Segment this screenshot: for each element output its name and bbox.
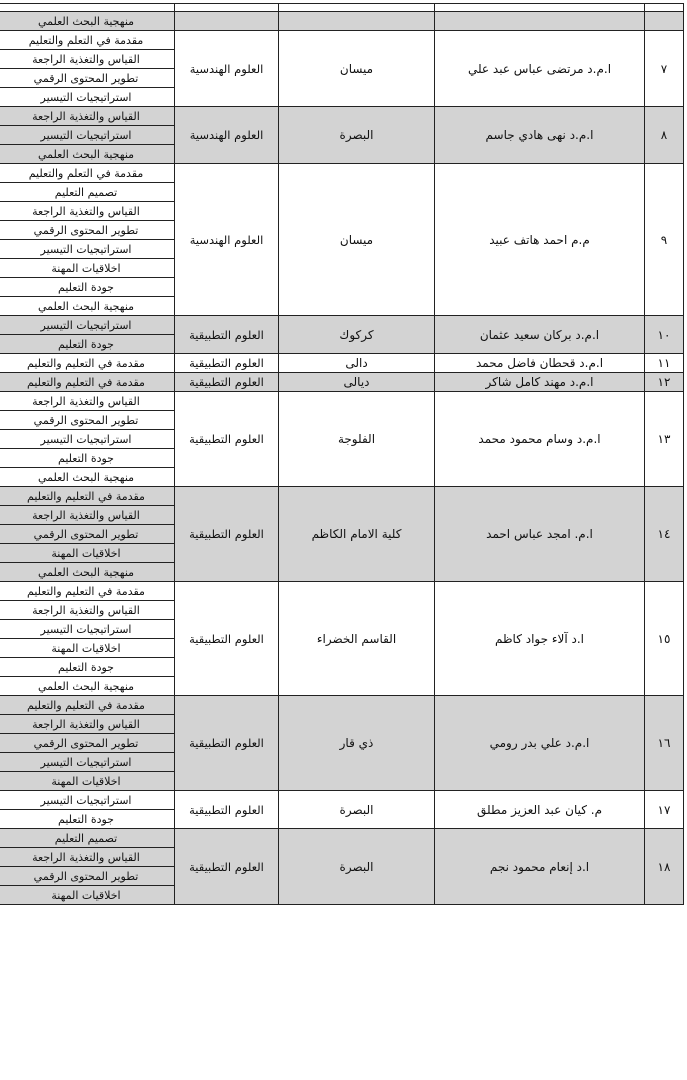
trainer-name: ا.م. امجد عباس احمد xyxy=(435,487,645,582)
trainer-group xyxy=(0,354,684,373)
subject-cell: منهجية البحث العلمي xyxy=(0,145,175,164)
trainer-number: ٨ xyxy=(645,107,684,164)
trainer-university: ديالى xyxy=(279,373,435,392)
trainer-name: ا.م.د مرتضى عباس عبد علي xyxy=(435,31,645,107)
trainer-university: ذي قار xyxy=(279,696,435,791)
subject-cell: استراتيجيات التيسير xyxy=(0,240,175,259)
subject-cell: تطوير المحتوى الرقمي xyxy=(0,734,175,753)
trainer-university: البصرة xyxy=(279,791,435,829)
subject-cell: جودة التعليم xyxy=(0,810,175,829)
trainer-number: ١٤ xyxy=(645,487,684,582)
subject-cell: استراتيجيات التيسير xyxy=(0,753,175,772)
trainer-group xyxy=(0,487,684,582)
subject-cell: جودة التعليم xyxy=(0,449,175,468)
trainer-group xyxy=(0,316,684,354)
trainer-name: ا.د آلاء جواد كاظم xyxy=(435,582,645,696)
table-row xyxy=(0,107,684,126)
subject-cell: مقدمة في التعليم والتعليم xyxy=(0,487,175,506)
subject-cell: القياس والتغذية الراجعة xyxy=(0,202,175,221)
trainer-name: ا.م.د وسام محمود محمد xyxy=(435,392,645,487)
subject-cell: جودة التعليم xyxy=(0,278,175,297)
table-row xyxy=(0,12,684,31)
trainer-university: الفلوجة xyxy=(279,392,435,487)
trainer-university: كركوك xyxy=(279,316,435,354)
table-row xyxy=(0,31,684,50)
trainer-college: العلوم التطبيقية xyxy=(175,373,279,392)
trainer-college: العلوم التطبيقية xyxy=(175,354,279,373)
subject-cell: استراتيجيات التيسير xyxy=(0,316,175,335)
subject-cell: القياس والتغذية الراجعة xyxy=(0,601,175,620)
trainer-name: ا.م.د بركان سعيد عثمان xyxy=(435,316,645,354)
table-row xyxy=(0,354,684,373)
trainer-group xyxy=(0,696,684,791)
subject-cell: استراتيجيات التيسير xyxy=(0,126,175,145)
subject-cell: تطوير المحتوى الرقمي xyxy=(0,69,175,88)
table-row xyxy=(0,392,684,411)
subject-cell: منهجية البحث العلمي xyxy=(0,12,175,31)
trainer-name xyxy=(435,12,645,31)
subject-cell: جودة التعليم xyxy=(0,658,175,677)
trainer-group xyxy=(0,107,684,164)
subject-cell: مقدمة في التعليم والتعليم xyxy=(0,582,175,601)
trainer-name: م.م احمد هاتف عبيد xyxy=(435,164,645,316)
trainer-college: العلوم الهندسية xyxy=(175,107,279,164)
subject-cell: مقدمة في التعليم والتعليم xyxy=(0,354,175,373)
subject-cell: منهجية البحث العلمي xyxy=(0,468,175,487)
trainer-group xyxy=(0,791,684,829)
trainer-university xyxy=(279,12,435,31)
table-row xyxy=(0,582,684,601)
trainer-university: ميسان xyxy=(279,31,435,107)
trainer-university: البصرة xyxy=(279,107,435,164)
trainer-university: البصرة xyxy=(279,829,435,905)
trainer-university: ميسان xyxy=(279,164,435,316)
table-top-row xyxy=(0,4,684,12)
trainer-name: ا.م.د علي بدر رومي xyxy=(435,696,645,791)
trainer-college: العلوم التطبيقية xyxy=(175,696,279,791)
subject-cell: القياس والتغذية الراجعة xyxy=(0,50,175,69)
subject-cell: جودة التعليم xyxy=(0,335,175,354)
trainer-college: العلوم التطبيقية xyxy=(175,582,279,696)
subject-cell: منهجية البحث العلمي xyxy=(0,297,175,316)
trainer-name: ا.م.د قحطان فاضل محمد xyxy=(435,354,645,373)
subject-cell: اخلاقيات المهنة xyxy=(0,772,175,791)
subject-cell: تطوير المحتوى الرقمي xyxy=(0,525,175,544)
trainer-university: القاسم الخضراء xyxy=(279,582,435,696)
trainer-number: ١١ xyxy=(645,354,684,373)
subject-cell: استراتيجيات التيسير xyxy=(0,620,175,639)
trainers-table xyxy=(0,3,684,905)
trainer-number xyxy=(645,12,684,31)
subject-cell: تطوير المحتوى الرقمي xyxy=(0,867,175,886)
subject-cell: القياس والتغذية الراجعة xyxy=(0,506,175,525)
subject-cell: اخلاقيات المهنة xyxy=(0,639,175,658)
trainer-number: ١٠ xyxy=(645,316,684,354)
trainer-group xyxy=(0,392,684,487)
trainer-university: كلية الامام الكاظم xyxy=(279,487,435,582)
subject-cell: تطوير المحتوى الرقمي xyxy=(0,411,175,430)
trainer-group xyxy=(0,373,684,392)
table-row xyxy=(0,316,684,335)
subject-cell: مقدمة في التعليم والتعليم xyxy=(0,373,175,392)
trainer-number: ٩ xyxy=(645,164,684,316)
subject-cell: اخلاقيات المهنة xyxy=(0,259,175,278)
subject-cell: القياس والتغذية الراجعة xyxy=(0,107,175,126)
trainer-college xyxy=(175,12,279,31)
trainer-number: ١٣ xyxy=(645,392,684,487)
trainer-college: العلوم الهندسية xyxy=(175,31,279,107)
subject-cell: استراتيجيات التيسير xyxy=(0,791,175,810)
table-row xyxy=(0,696,684,715)
trainer-number: ١٧ xyxy=(645,791,684,829)
trainer-college: العلوم التطبيقية xyxy=(175,829,279,905)
trainer-university: دالى xyxy=(279,354,435,373)
trainer-name: ا.م.د مهند كامل شاكر xyxy=(435,373,645,392)
trainer-name: ا.د إنعام محمود نجم xyxy=(435,829,645,905)
trainer-name: ا.م.د نهى هادي جاسم xyxy=(435,107,645,164)
subject-cell: تصميم التعليم xyxy=(0,829,175,848)
subject-cell: اخلاقيات المهنة xyxy=(0,886,175,905)
trainer-number: ١٦ xyxy=(645,696,684,791)
trainer-number: ١٥ xyxy=(645,582,684,696)
subject-cell: منهجية البحث العلمي xyxy=(0,563,175,582)
trainer-college: العلوم الهندسية xyxy=(175,164,279,316)
table-row xyxy=(0,791,684,810)
subject-cell: القياس والتغذية الراجعة xyxy=(0,392,175,411)
table-row xyxy=(0,829,684,848)
trainer-group xyxy=(0,12,684,31)
trainer-number: ١٢ xyxy=(645,373,684,392)
trainer-number: ٧ xyxy=(645,31,684,107)
trainer-group xyxy=(0,582,684,696)
subject-cell: اخلاقيات المهنة xyxy=(0,544,175,563)
subject-cell: منهجية البحث العلمي xyxy=(0,677,175,696)
trainer-college: العلوم التطبيقية xyxy=(175,392,279,487)
trainer-college: العلوم التطبيقية xyxy=(175,791,279,829)
subject-cell: مقدمة في التعلم والتعليم xyxy=(0,164,175,183)
subject-cell: تصميم التعليم xyxy=(0,183,175,202)
table-row xyxy=(0,164,684,183)
subject-cell: استراتيجيات التيسير xyxy=(0,88,175,107)
subject-cell: مقدمة في التعلم والتعليم xyxy=(0,31,175,50)
trainer-college: العلوم التطبيقية xyxy=(175,316,279,354)
subject-cell: القياس والتغذية الراجعة xyxy=(0,848,175,867)
trainer-group xyxy=(0,164,684,316)
trainer-name: م. كيان عبد العزيز مطلق xyxy=(435,791,645,829)
subject-cell: تطوير المحتوى الرقمي xyxy=(0,221,175,240)
trainer-number: ١٨ xyxy=(645,829,684,905)
table-row xyxy=(0,487,684,506)
trainer-college: العلوم التطبيقية xyxy=(175,487,279,582)
subject-cell: استراتيجيات التيسير xyxy=(0,430,175,449)
subject-cell: القياس والتغذية الراجعة xyxy=(0,715,175,734)
trainer-group xyxy=(0,829,684,905)
trainer-group xyxy=(0,31,684,107)
subject-cell: مقدمة في التعليم والتعليم xyxy=(0,696,175,715)
table-row xyxy=(0,373,684,392)
